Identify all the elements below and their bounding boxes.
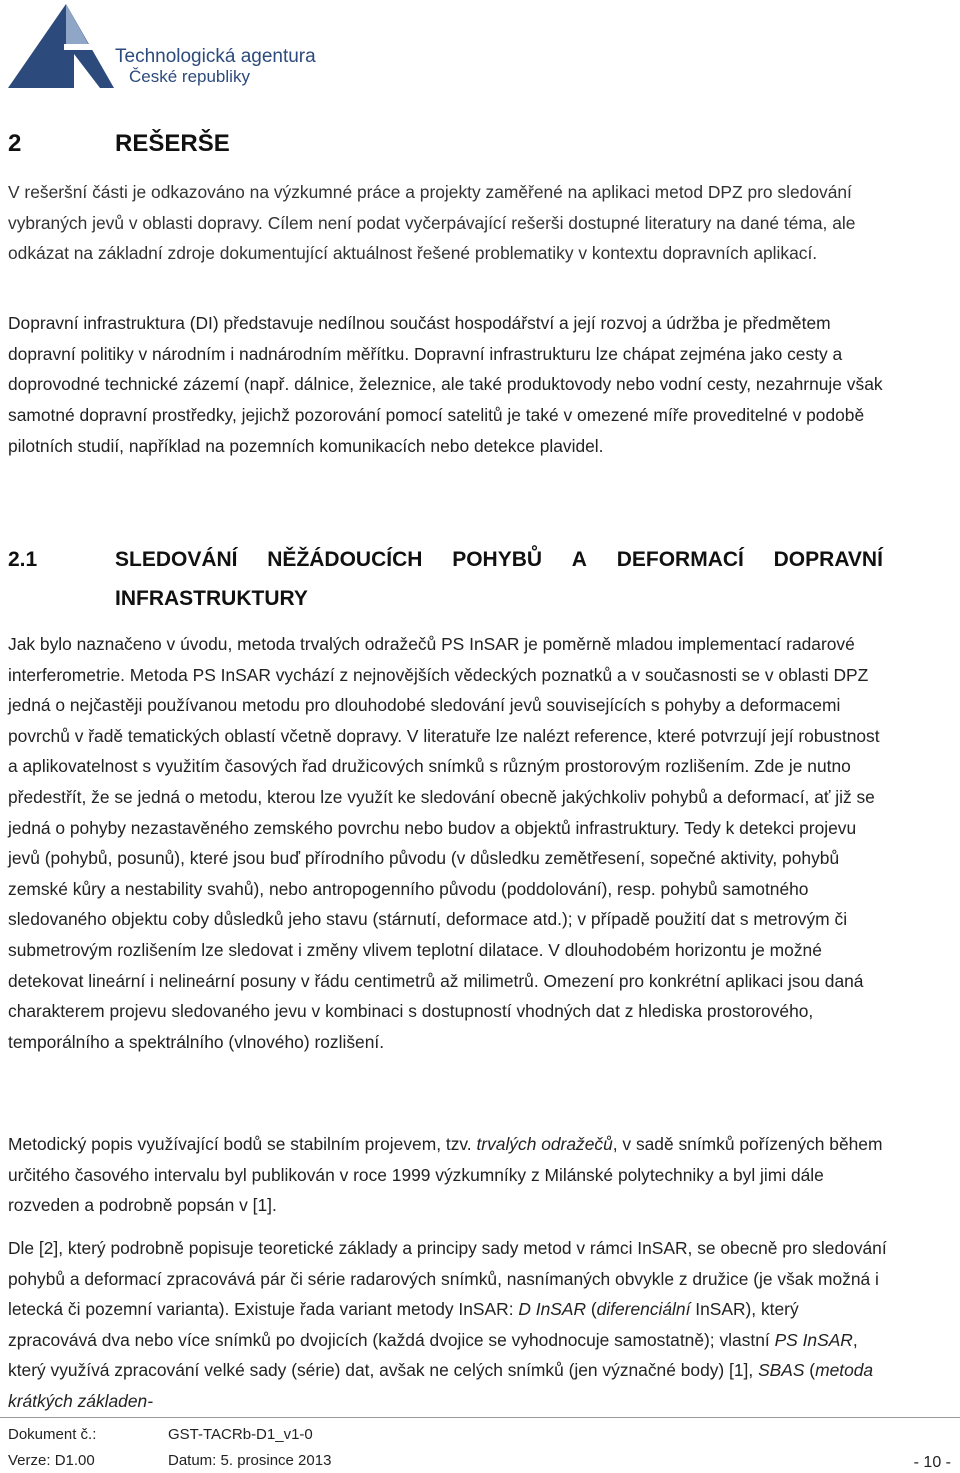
logo-text-line1: Technologická agentura [115,46,316,67]
text-run: , který využívá zpracování velké sady (série) dat, avšak ne celých snímků (jen význačné body) [1], [8,1329,858,1381]
title-word: DOPRAVNÍ [773,548,883,571]
logo [8,4,318,88]
emphasis-text: metoda krátkých základen- [8,1360,874,1411]
text-run: Dle [2], který podrobně popisuje teoretické základy a principy sady metod v rámci InSAR, se obecně pro sledování pohybů a deformací zpracovává pár či série radarových snímků, nasnímaných obvykle z družice (je však možná i letecká či pozemní varianta). Existuje řada variant metody InSAR: [8,1238,887,1320]
paragraph-infrastructure: Dopravní infrastruktura (DI) představuje nedílnou součást hospodářství a její rozvoj a údržba je předmětem dopravní politiky v národním i nadnárodním měřítku. Dopravní infrastrukturu lze chápat zejména jako cesty a doprovodné technické zázemí (např. dálnice, železnice, ale také produktovody nebo vodní cesty, nezahrnuje však samotné dopravní prostředky, jejichž pozorování pomocí satelitů je také v omezené míře proveditelné v podobě pilotních studií, například na pozemních komunikacích nebo detekce plavidel. [8,313,883,456]
paragraph-method-description [8,1129,888,1221]
section-number: 2 [8,130,22,157]
footer-divider [0,1417,960,1418]
subsection-number: 2.1 [8,548,38,571]
title-word: POHYBŮ [452,548,543,571]
text-run: ( [586,1299,597,1320]
text-run: InSAR), který zpracovává dva nebo více snímků po dvojicích (každá dvojice se vyhodnocuje samostatně); vlastní [8,1299,799,1350]
emphasis-text: PS InSAR [774,1329,853,1350]
text-run: ( [804,1360,816,1381]
emphasis-text: trvalých odražečů [476,1134,613,1154]
subsection-title-line2: INFRASTRUKTURY [115,587,308,610]
title-word: DEFORMACÍ [616,548,744,571]
title-word: A [571,548,587,571]
footer-page-number: - 10 - [913,1454,951,1471]
section-title: REŠERŠE [115,130,230,157]
subsection-title-line1 [115,548,883,572]
footer-date: Datum: 5. prosince 2013 [168,1452,332,1469]
paragraph-ps-insar: Jak bylo naznačeno v úvodu, metoda trvalých odražečů PS InSAR je poměrně mladou implementací radarové interferometrie. Metoda PS InSAR vychází z nejnovějších vědeckých poznatků a v současnosti se v oblasti DPZ jedná o nejčastěji používanou metodu pro dlouhodobé sledování jevů souvisejících s pohyby a deformacemi povrchů v řadě tematických oblastí včetně dopravy. V literatuře lze nalézt reference, které potvrzují její robustnost a aplikovatelnost s využitím časových řad družicových snímků s různým prostorovým rozlišením. Zde je nutno předestřít, že se jedná o metodu, kterou lze využít ke sledování obecně jakýchkoliv pohybů a deformací, ať již se jedná o pohyby nezastavěného zemského povrchu nebo budov a objektů infrastruktury. Tedy k detekci projevu jevů (pohybů, posunů), které jsou buď přírodního původu (v důsledku zemětřesení, sopečné aktivity, pohybů zemské kůry a nestability svahů), nebo antropogenního původu (poddolování), resp. pohybů samotného sledovaného objektu coby důsledků jeho stavu (stárnutí, deformace atd.); v případě použití dat s metrovým či submetrovým rozlišením lze sledovat i změny vlivem teplotní dilatace. V dlouhodobém horizontu je možné detekovat lineární i nelineární posuny v řádu centimetrů až milimetrů. Omezení pro konkrétní aplikaci jsou daná charakterem projevu sledovaného jevu v kombinaci s dostupností vhodných dat z hlediska prostorového, temporálního a spektrálního (vlnového) rozlišení. [8,634,880,1052]
text-run: , v sadě snímků pořízených během určitého časového intervalu byl publikován v roce 1999 výzkumníky z Milánské polytechniky a byl jimi dále rozveden a podrobně popsán v [1]. [8,1134,883,1216]
logo-text-line2: České republiky [129,67,250,86]
footer-document-id: GST-TACRb-D1_v1-0 [168,1426,313,1443]
title-word: NĚŽÁDOUCÍCH [267,548,423,571]
title-word: SLEDOVÁNÍ [115,548,238,571]
logo-triangle-icon [8,4,114,88]
text-run: Metodický popis využívající bodů se stabilním projevem, tzv. [8,1134,477,1154]
paragraph-insar-variants [8,1233,888,1417]
emphasis-text: D InSAR [518,1299,587,1320]
footer-version: Verze: D1.00 [8,1452,95,1469]
emphasis-text: SBAS [758,1360,805,1381]
emphasis-text: diferenciální [596,1299,691,1320]
paragraph-intro: V rešeršní části je odkazováno na výzkumné práce a projekty zaměřené na aplikaci metod DPZ pro sledování vybraných jevů v oblasti dopravy. Cílem není podat vyčerpávající rešerši dostupné literatury na dané téma, ale odkázat na základní zdroje dokumentující aktuálnost řešené problematiky v kontextu dopravních aplikací. [8,182,856,264]
footer-document-label: Dokument č.: [8,1426,97,1443]
